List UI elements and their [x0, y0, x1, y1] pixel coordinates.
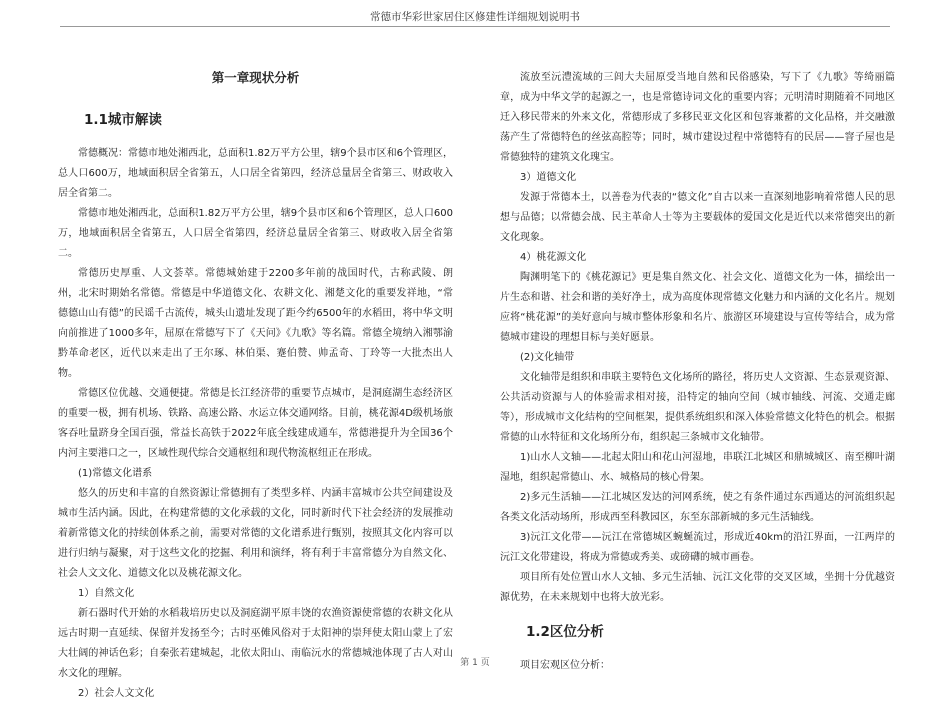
paragraph: 1)山水人文轴——北起太阳山和花山河湿地，串联江北城区和鼎城城区、南至柳叶湖湿地，组织起常德山、水、城格局的核心骨架。 — [500, 452, 895, 483]
page-header: 常德市华彩世家居住区修建性详细规划说明书 — [60, 8, 890, 27]
paragraph: 新石器时代开始的水稻栽培历史以及洞庭湖平原丰饶的农渔资源使常德的农耕文化从远古时期一直延续、保留并发扬至今；古时巫傩风俗对于太阳神的崇拜使太阳山蒙上了宏大壮阔的神话色彩；自秦张若建城起，北依太阳山、南临沅水的常德城池体现了古人对山水文化的理解。 — [58, 608, 453, 679]
paragraph: 2)多元生活轴——江北城区发达的河网系统，使之有条件通过东西通达的河流组织起各类文化活动场所，形成西至科教园区，东至东部新城的多元生活轴线。 — [500, 492, 895, 523]
subheading: 4）桃花源文化 — [520, 252, 587, 263]
paragraph: 流放至沅澧流域的三闾大夫屈原受当地自然和民俗感染，写下了《九歌》等绮丽篇章，成为中华文学的起源之一，也是常德诗词文化的重要内容；元明清时期随着不同地区迁入移民带来的外来文化，常德形成了多移民亚文化区和包容兼蓄的文化品格，并交融激荡产生了常德特色的丝弦高腔等；同时，城市建设过程中常德特有的民居——窨子屋也是常德独特的建筑文化瑰宝。 — [500, 72, 895, 163]
subheading: (1)常德文化谱系 — [78, 468, 153, 479]
section-heading: 1.2区位分析 — [526, 624, 604, 640]
paragraph: 3)沅江文化带——沅江在常德城区蜿蜒流过，形成近40km的沿江界面，一江两岸的沅江文化带建设，将成为常德或秀美、或磅礴的城市画卷。 — [500, 532, 895, 563]
paragraph: 项目所有处位置山水人文轴、多元生活轴、沅江文化带的交叉区域，坐拥十分优越资源优势，在未来规划中也将大放光彩。 — [500, 572, 895, 603]
subheading: 3）道德文化 — [520, 172, 577, 183]
paragraph: 常德概况：常德市地处湘西北，总面积1.82万平方公里，辖9个县市区和6个管理区，总人口600万，地域面积居全省第五，人口居全省第四，经济总量居全省第三、财政收入居全省第二。 — [58, 148, 453, 199]
paragraph: 文化轴带是组织和串联主要特色文化场所的路径，将历史人文资源、生态景观资源、公共活动资源与人的体验需求相对接，沿特定的轴向空间（城市轴线、河流、交通走廊等），形成城市文化结构的空间框架，提供系统组织和深入体验常德文化特色的机会。根据常德的山水特征和文化场所分布，组织起三条城市文化轴带。 — [500, 372, 895, 443]
right-column — [500, 68, 895, 676]
paragraph: 常德市地处湘西北，总面积1.82万平方公里，辖9个县市区和6个管理区，总人口600万，地域面积居全省第五，人口居全省第四，经济总量居全省第三、财政收入居全省第二。 — [58, 208, 453, 259]
paragraph: 陶渊明笔下的《桃花源记》更是集自然文化、社会文化、道德文化为一体，描绘出一片生态和谐、社会和谐的美好净土，成为高度体现常德文化魅力和内涵的文化名片。规划应将“桃花源”的美好意向与城市整体形象和名片、旅游区环境建设与宣传等结合，成为常德城市建设的理想目标与美好愿景。 — [500, 272, 895, 343]
paragraph: 常德历史厚重、人文荟萃。常德城始建于2200多年前的战国时代，古称武陵、朗州，北宋时期始名常德。常德是中华道德文化、农耕文化、湘楚文化的重要发祥地，“常德德山山有德”的民谣千古流传，城头山遗址发现了距今约6500年的水稻田，将中华文明向前推进了1000多年，屈原在常德写下了《天问》《九歌》等名篇。常德全境纳入湘鄂渝黔革命老区，近代以来走出了王尔琢、林伯渠、蹇伯赞、帅孟奇、丁玲等一大批杰出人物。 — [58, 268, 453, 379]
subheading: (2)文化轴带 — [520, 352, 575, 363]
left-column — [58, 50, 453, 704]
subheading: 2）社会人文文化 — [78, 688, 155, 699]
paragraph: 常德区位优越、交通便捷。常德是长江经济带的重要节点城市，是洞庭湖生态经济区的重要一极，拥有机场、铁路、高速公路、水运立体交通网络。目前，桃花源4D级机场旅客吞吐量跻身全国百强，常益长高铁于2022年底全线建成通车，常德港提升为全国36个内河主要港口之一，区域性现代综合交通枢纽和现代物流枢纽正在形成。 — [58, 388, 453, 459]
page-footer: 第 1 页 — [460, 658, 490, 668]
paragraph: 发源于常德本土，以善卷为代表的“德文化”自古以来一直深刻地影响着常德人民的思想与品德；以常德会战、民主革命人士等为主要载体的爱国文化是近代以来常德突出的新文化现象。 — [500, 192, 895, 243]
subheading: 1）自然文化 — [78, 588, 135, 599]
paragraph: 悠久的历史和丰富的自然资源让常德拥有了类型多样、内涵丰富城市公共空间建设及城市生活内涵。因此，在构建常德的文化承载的文化，同时新时代下社会经济的发展推动着新常德文化的持续创体系之前，需要对常德的文化谱系进行甄别，按照其文化内容可以进行归纳与凝聚，对于这些文化的挖掘、利用和演绎，将有利于丰富常德分为自然文化、社会人文文化、道德文化以及桃花源文化。 — [58, 488, 453, 579]
section-heading: 1.1城市解读 — [84, 112, 162, 128]
chapter-title: 第一章现状分析 — [211, 70, 300, 85]
paragraph: 项目宏观区位分析： — [520, 660, 610, 671]
